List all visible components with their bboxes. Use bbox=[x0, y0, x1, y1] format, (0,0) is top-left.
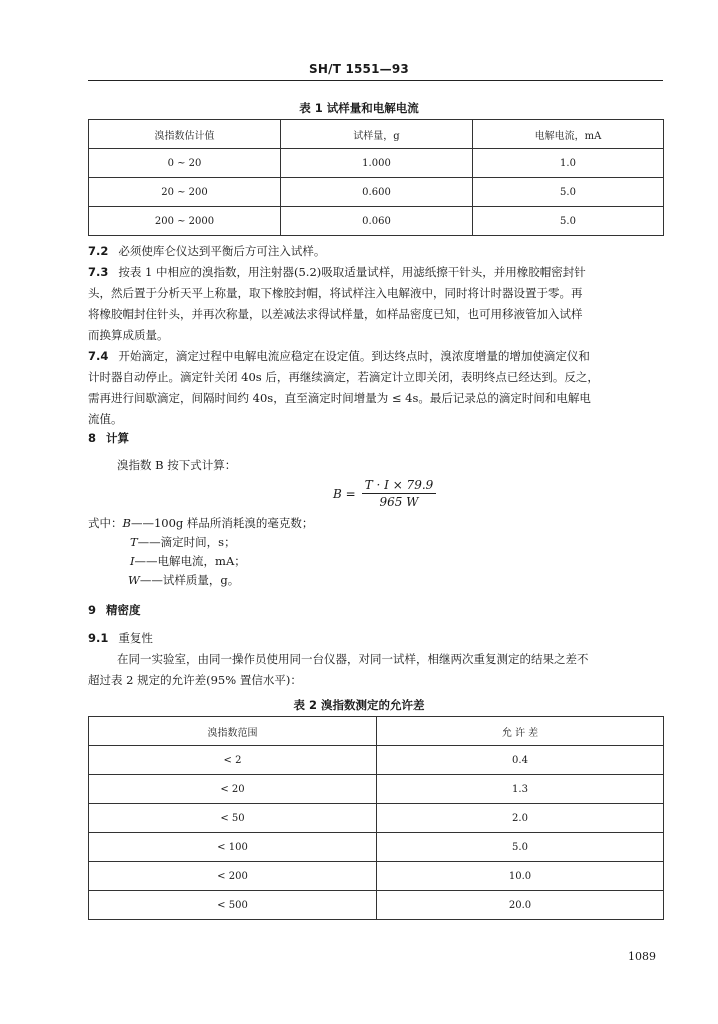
paragraph-line: 将橡胶帽封住针头，并再次称量，以差减法求得试样量，如样品密度已知，也可用移液管加入试样 bbox=[88, 307, 583, 321]
paragraph-line: 开始滴定，滴定过程中电解电流应稳定在设定值。到达终点时，溴浓度增量的增加使滴定仪和 bbox=[118, 349, 590, 363]
table-cell: 200 ~ 2000 bbox=[89, 207, 281, 236]
table-cell: 0.600 bbox=[281, 178, 473, 207]
table-row bbox=[89, 891, 664, 920]
table-cell: 0.4 bbox=[377, 746, 664, 775]
table-cell: < 200 bbox=[89, 862, 377, 891]
clause-number: 7.2 bbox=[88, 244, 109, 258]
legend-description: ——电解电流，mA； bbox=[134, 554, 246, 568]
paragraph-7-2 bbox=[88, 241, 666, 262]
paragraph-7-3 bbox=[88, 262, 666, 346]
paragraph-line: 计时器自动停止。滴定针关闭 40s 后，再继续滴定，若滴定计立即关闭，表明终点已经达到。反之， bbox=[88, 370, 599, 384]
where-label: 式中： bbox=[88, 516, 123, 530]
section-number: 8 bbox=[88, 431, 97, 445]
table-row bbox=[89, 149, 664, 178]
table2 bbox=[88, 716, 664, 920]
section-number: 9 bbox=[88, 603, 97, 617]
table1-caption: 表 1 试样量和电解电流 bbox=[299, 101, 419, 115]
paragraph-line: 必须使库仑仪达到平衡后方可注入试样。 bbox=[118, 244, 326, 258]
table1 bbox=[88, 119, 664, 236]
paragraph-line: 超过表 2 规定的允许差(95% 置信水平)： bbox=[88, 673, 302, 687]
legend-item bbox=[130, 552, 246, 570]
legend-symbol: T bbox=[130, 535, 138, 549]
table-cell: 5.0 bbox=[377, 833, 664, 862]
table-cell: 1.0 bbox=[473, 149, 664, 178]
table-cell: 1.3 bbox=[377, 775, 664, 804]
table-row bbox=[89, 775, 664, 804]
table-row bbox=[89, 746, 664, 775]
header-rule bbox=[88, 80, 663, 81]
clause-number: 7.4 bbox=[88, 349, 109, 363]
table2-header-cell: 溴指数范围 bbox=[89, 717, 377, 746]
table1-header-cell: 溴指数估计值 bbox=[89, 120, 281, 149]
table2-caption: 表 2 溴指数测定的允许差 bbox=[293, 698, 425, 712]
table-row bbox=[89, 178, 664, 207]
legend-symbol: I bbox=[130, 554, 135, 568]
table-cell: 20 ~ 200 bbox=[89, 178, 281, 207]
table1-header-row bbox=[89, 120, 664, 149]
section-9-heading bbox=[88, 600, 666, 621]
paragraph-line: 按表 1 中相应的溴指数，用注射器(5.2)吸取适量试样，用滤纸擦干针头，并用橡胶帽密封针 bbox=[118, 265, 586, 279]
table-cell: 1.000 bbox=[281, 149, 473, 178]
table-cell: < 20 bbox=[89, 775, 377, 804]
table-cell: 0.060 bbox=[281, 207, 473, 236]
table-cell: < 2 bbox=[89, 746, 377, 775]
table-cell: 20.0 bbox=[377, 891, 664, 920]
table-cell: < 50 bbox=[89, 804, 377, 833]
legend-description: ——100g 样品所消耗溴的毫克数； bbox=[130, 516, 314, 530]
table-cell: 10.0 bbox=[377, 862, 664, 891]
paragraph-line: 需再进行间歇滴定，间隔时间约 40s，直至滴定时间增量为 ≤ 4s。最后记录总的滴定时间和电解电 bbox=[88, 391, 591, 405]
legend-item bbox=[130, 533, 236, 551]
formula-numerator: T · I × 79.9 bbox=[362, 478, 437, 494]
standard-code-header: SH/T 1551—93 bbox=[309, 62, 409, 76]
section-8-heading bbox=[88, 428, 666, 449]
table-row bbox=[89, 862, 664, 891]
formula-denominator: 965 W bbox=[379, 495, 419, 509]
table-cell: < 100 bbox=[89, 833, 377, 862]
table-cell: 0 ~ 20 bbox=[89, 149, 281, 178]
formula-fraction bbox=[362, 478, 437, 509]
paragraph-line: 头，然后置于分析天平上称量，取下橡胶封帽，将试样注入电解液中，同时将计时器设置于零。再 bbox=[88, 286, 583, 300]
subsection-title: 重复性 bbox=[118, 631, 153, 645]
legend-symbol: B bbox=[122, 516, 131, 530]
table-cell: 5.0 bbox=[473, 207, 664, 236]
paragraph-line: 在同一实验室，由同一操作员使用同一台仪器，对同一试样，相继两次重复测定的结果之差不 bbox=[117, 652, 589, 666]
table2-header-row bbox=[89, 717, 664, 746]
paragraph-7-4 bbox=[88, 346, 666, 430]
legend-item bbox=[88, 514, 313, 532]
page-number: 1089 bbox=[628, 950, 656, 963]
bromine-index-formula bbox=[333, 478, 436, 509]
paragraph-line: 流值。 bbox=[88, 412, 123, 426]
section-title: 计算 bbox=[106, 431, 130, 445]
table1-header-cell: 电解电流，mA bbox=[473, 120, 664, 149]
table-cell: < 500 bbox=[89, 891, 377, 920]
table-row bbox=[89, 833, 664, 862]
section-title: 精密度 bbox=[106, 603, 141, 617]
legend-item bbox=[128, 571, 239, 589]
table2-header-cell: 允 许 差 bbox=[377, 717, 664, 746]
clause-number: 7.3 bbox=[88, 265, 109, 279]
paragraph-line: 而换算成质量。 bbox=[88, 328, 169, 342]
clause-number: 9.1 bbox=[88, 631, 109, 645]
legend-symbol: W bbox=[128, 573, 140, 587]
formula-intro: 溴指数 B 按下式计算： bbox=[117, 458, 237, 472]
table-row bbox=[89, 207, 664, 236]
legend-description: ——滴定时间，s； bbox=[137, 535, 236, 549]
legend-description: ——试样质量，g。 bbox=[139, 573, 240, 587]
table1-header-cell: 试样量，g bbox=[281, 120, 473, 149]
subsection-9-1-heading bbox=[88, 628, 666, 649]
table-row bbox=[89, 804, 664, 833]
table-cell: 5.0 bbox=[473, 178, 664, 207]
table-cell: 2.0 bbox=[377, 804, 664, 833]
formula-lhs: B = bbox=[333, 486, 356, 501]
